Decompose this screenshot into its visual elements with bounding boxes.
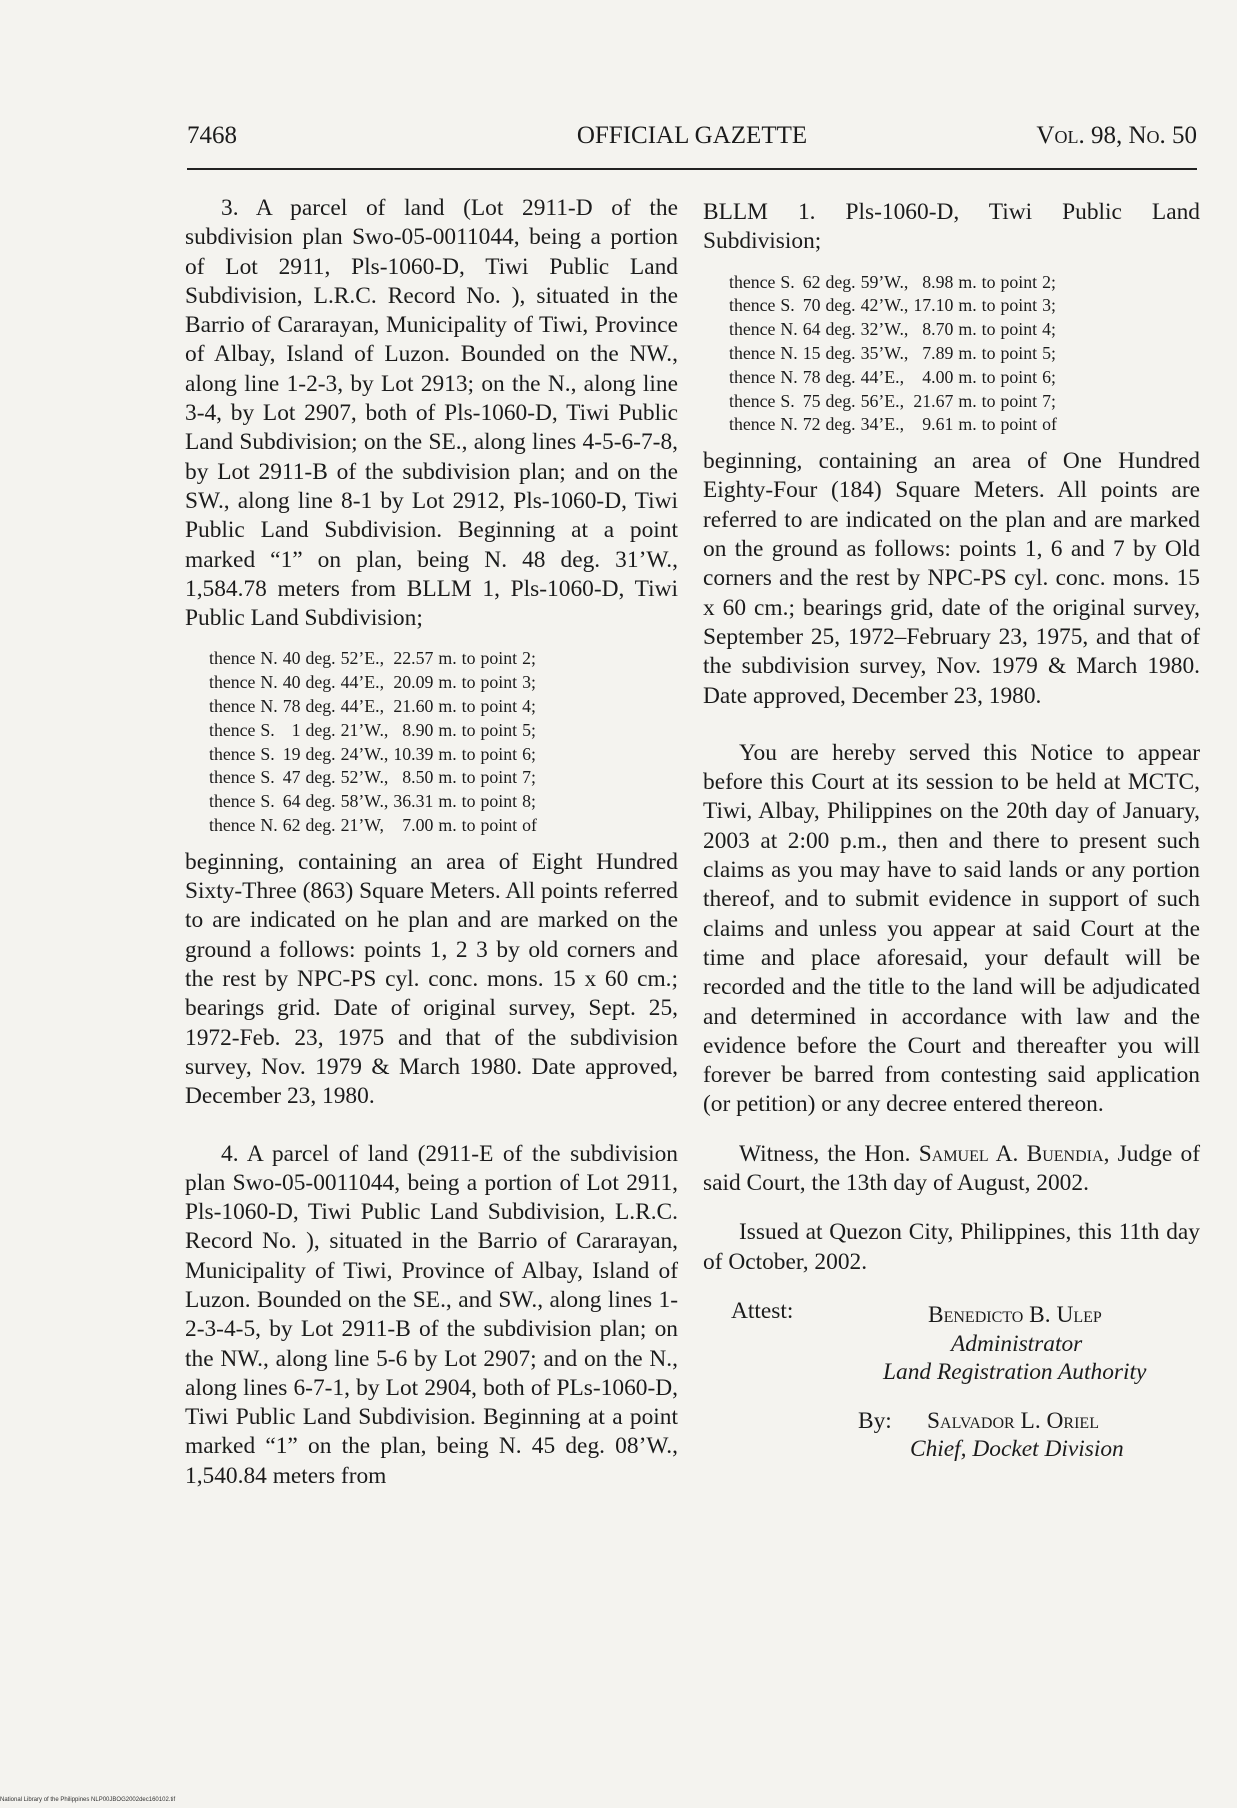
table-cell: N.: [260, 648, 278, 669]
table-cell: to: [461, 672, 476, 693]
table-cell: 1: [291, 719, 301, 740]
table-cell: 62: [282, 815, 301, 836]
table-cell: point: [1000, 366, 1038, 387]
table-row: [209, 743, 542, 767]
table-cell: 24’W.,: [340, 743, 389, 764]
table-cell: m.: [438, 743, 457, 764]
table-cell: thence: [729, 342, 776, 363]
table-cell: 2;: [522, 648, 536, 669]
volume-number: Vol. 98, No. 50: [1036, 122, 1197, 149]
table-cell: 9.61: [922, 414, 954, 435]
table-cell: 10.39: [393, 743, 434, 764]
table-cell: m.: [438, 648, 457, 669]
table-cell: 32’W.,: [860, 319, 909, 340]
table-cell: thence: [209, 791, 256, 812]
notice-paragraph: You are hereby served this Notice to appear before this Court at its session to be held at MCTC, Tiwi, Albay, Philippines on the 20th day of January, 2003 at 2:00 p.m., then and there to present such claims as you may have to said lands or any portion thereof, and to submit evidence in support of such claims and unless you appear at said Court at the time and place aforesaid, your default will be recorded and the title to the land will be adjudicated and determined in accordance with law and the evidence before the Court and thereafter you will forever be barred from contesting said application (or petition) or any decree entered thereon.: [703, 739, 1200, 1118]
table-cell: thence: [209, 672, 256, 693]
table-cell: point: [480, 672, 518, 693]
table-cell: 8.90: [402, 719, 434, 740]
page-header: [187, 122, 1197, 162]
table-cell: 15: [802, 342, 821, 363]
table-cell: 78: [282, 696, 301, 717]
table-cell: point: [480, 648, 518, 669]
table-cell: to: [981, 414, 996, 435]
table-cell: 44’E.,: [340, 672, 385, 693]
table-cell: of: [1042, 414, 1057, 435]
table-cell: to: [981, 295, 996, 316]
table-cell: m.: [438, 696, 457, 717]
table-cell: of: [522, 815, 537, 836]
signature-block: [703, 1297, 1200, 1487]
table-cell: point: [1000, 319, 1038, 340]
table-cell: deg.: [305, 743, 336, 764]
table-cell: 44’E.,: [340, 696, 385, 717]
table-cell: 2;: [1042, 271, 1056, 292]
right-column: [703, 198, 1200, 1487]
table-cell: 52’E.,: [340, 648, 385, 669]
table-cell: 59’W.,: [860, 271, 909, 292]
by-label: By:: [858, 1407, 892, 1434]
scan-footer: National Library of the Philippines NLP00JBOG2002dec160102.tif: [0, 1797, 176, 1803]
table-cell: deg.: [825, 390, 856, 411]
table-cell: 56’E.,: [860, 390, 905, 411]
table-cell: 8.98: [922, 271, 954, 292]
table-cell: 7.89: [922, 342, 954, 363]
table-cell: deg.: [305, 815, 336, 836]
table-row: [729, 366, 1062, 390]
table-cell: point: [480, 743, 518, 764]
docket-chief-title: Chief, Docket Division: [910, 1435, 1124, 1462]
table-cell: deg.: [305, 791, 336, 812]
table-cell: deg.: [825, 342, 856, 363]
table-cell: m.: [958, 271, 977, 292]
table-cell: m.: [438, 672, 457, 693]
table-cell: m.: [438, 791, 457, 812]
parcel-3-description: 3. A parcel of land (Lot 2911-D of the subdivision plan Swo-05-0011044, being a portion of Lot 2911, Pls-1060-D, Tiwi Public Land Subdivision, L.R.C. Record No. ), situated in the Barrio of Cararayan, Municipality of Tiwi, Province of Albay, Island of Luzon. Bounded on the NW., along line 1-2-3, by Lot 2913; on the N., along line 3-4, by Lot 2907, both of Pls-1060-D, Tiwi Public Land Subdivision; on the SE., along lines 4-5-6-7-8, by Lot 2911-B of the subdivision plan; and on the SW., along line 8-1 by Lot 2912, Pls-1060-D, Tiwi Public Land Subdivision. Beginning at a point marked “1” on plan, being N. 48 deg. 31’W., 1,584.78 meters from BLLM 1, Pls-1060-D, Tiwi Public Land Subdivision;: [185, 195, 678, 632]
table-cell: thence: [209, 767, 256, 788]
table-row: [209, 814, 542, 838]
table-cell: thence: [729, 366, 776, 387]
table-cell: 3;: [522, 672, 536, 693]
table-cell: N.: [260, 696, 278, 717]
parcel-4-bearings-table: [729, 271, 1062, 438]
table-cell: point: [480, 767, 518, 788]
table-cell: deg.: [305, 648, 336, 669]
table-cell: to: [461, 696, 476, 717]
table-cell: point: [1000, 414, 1038, 435]
table-cell: 5;: [1042, 342, 1056, 363]
table-cell: 6;: [1042, 366, 1056, 387]
table-cell: m.: [958, 366, 977, 387]
page-number: 7468: [187, 122, 237, 149]
witness-paragraph: Witness, the Hon. Samuel A. Buendia, Judge of said Court, the 13th day of August, 2002.: [703, 1140, 1200, 1196]
table-cell: thence: [209, 719, 256, 740]
table-cell: thence: [729, 390, 776, 411]
table-cell: 7;: [522, 767, 536, 788]
table-cell: 78: [802, 366, 821, 387]
table-cell: point: [1000, 271, 1038, 292]
table-cell: m.: [958, 319, 977, 340]
table-cell: to: [461, 815, 476, 836]
administrator-name: Benedicto B. Ulep: [928, 1301, 1102, 1328]
table-cell: S.: [780, 271, 795, 292]
table-cell: 21.67: [913, 390, 954, 411]
table-cell: 34’E.,: [860, 414, 905, 435]
table-cell: to: [981, 271, 996, 292]
table-row: [729, 413, 1062, 437]
parcel-3-bearings-table: [209, 647, 542, 837]
table-cell: point: [480, 719, 518, 740]
table-cell: S.: [260, 719, 275, 740]
table-cell: 75: [802, 390, 821, 411]
judge-name: Samuel A. Buendia: [918, 1140, 1104, 1167]
table-row: [729, 318, 1062, 342]
table-row: [209, 647, 542, 671]
table-cell: deg.: [305, 767, 336, 788]
table-cell: to: [981, 390, 996, 411]
table-cell: thence: [209, 648, 256, 669]
table-cell: 7;: [1042, 390, 1056, 411]
table-cell: N.: [780, 319, 798, 340]
table-row: [729, 271, 1062, 295]
table-row: [729, 294, 1062, 318]
table-cell: N.: [780, 366, 798, 387]
table-cell: m.: [958, 342, 977, 363]
table-cell: 21.60: [393, 696, 434, 717]
table-cell: 4;: [1042, 319, 1056, 340]
table-cell: thence: [209, 696, 256, 717]
table-cell: 22.57: [393, 648, 434, 669]
table-cell: 21’W.,: [340, 719, 389, 740]
parcel-4-reference: BLLM 1. Pls-1060-D, Tiwi Public Land Subdivision;: [703, 199, 1200, 255]
header-rule: [187, 168, 1197, 170]
table-cell: 20.09: [393, 672, 434, 693]
table-cell: to: [461, 719, 476, 740]
table-cell: to: [981, 319, 996, 340]
table-cell: point: [1000, 390, 1038, 411]
table-cell: 47: [282, 767, 301, 788]
table-cell: 70: [802, 295, 821, 316]
table-cell: 36.31: [393, 791, 434, 812]
table-cell: N.: [780, 414, 798, 435]
table-cell: m.: [438, 767, 457, 788]
table-cell: to: [981, 366, 996, 387]
table-cell: thence: [209, 743, 256, 764]
table-cell: 8.50: [402, 767, 434, 788]
table-cell: m.: [958, 295, 977, 316]
table-row: [729, 390, 1062, 414]
table-cell: deg.: [305, 672, 336, 693]
table-cell: 64: [802, 319, 821, 340]
table-cell: deg.: [825, 414, 856, 435]
table-cell: m.: [958, 390, 977, 411]
table-cell: deg.: [305, 719, 336, 740]
table-cell: thence: [729, 295, 776, 316]
administrator-title: Administrator: [951, 1330, 1083, 1357]
table-row: [209, 719, 542, 743]
table-cell: S.: [260, 791, 275, 812]
table-cell: 7.00: [402, 815, 434, 836]
table-cell: 3;: [1042, 295, 1056, 316]
table-cell: 62: [802, 271, 821, 292]
table-cell: to: [461, 791, 476, 812]
table-cell: m.: [438, 815, 457, 836]
table-row: [209, 695, 542, 719]
table-cell: 52’W.,: [340, 767, 389, 788]
table-cell: 6;: [522, 743, 536, 764]
authority-name: Land Registration Authority: [883, 1358, 1147, 1385]
table-cell: N.: [260, 672, 278, 693]
table-row: [209, 766, 542, 790]
table-cell: N.: [780, 342, 798, 363]
table-cell: 8.70: [922, 319, 954, 340]
table-cell: 8;: [522, 791, 536, 812]
table-cell: 4;: [522, 696, 536, 717]
table-row: [729, 342, 1062, 366]
table-cell: thence: [729, 414, 776, 435]
table-cell: to: [461, 743, 476, 764]
parcel-4-area-text: beginning, containing an area of One Hundred Eighty-Four (184) Square Meters. All points are referred to are indicated on the plan and are marked on the ground as follows: points 1, 6 and 7 by Old corners and the rest by NPC-PS cyl. conc. mons. 15 x 60 cm.; bearings grid, date of the original survey, September 25, 1972–February 23, 1975, and that of the subdivision survey, Nov. 1979 & March 1980. Date approved, December 23, 1980.: [703, 448, 1200, 709]
table-cell: 72: [802, 414, 821, 435]
table-row: [209, 671, 542, 695]
table-cell: deg.: [825, 271, 856, 292]
table-cell: m.: [958, 414, 977, 435]
table-cell: 21’W,: [340, 815, 384, 836]
table-cell: 42’W.,: [860, 295, 909, 316]
table-cell: to: [461, 648, 476, 669]
table-cell: thence: [729, 271, 776, 292]
table-cell: deg.: [305, 696, 336, 717]
table-cell: 40: [282, 672, 301, 693]
table-cell: to: [461, 767, 476, 788]
table-cell: S.: [260, 767, 275, 788]
table-cell: point: [1000, 295, 1038, 316]
table-row: [209, 790, 542, 814]
table-cell: 5;: [522, 719, 536, 740]
table-cell: 64: [282, 791, 301, 812]
table-cell: deg.: [825, 366, 856, 387]
table-cell: thence: [729, 319, 776, 340]
table-cell: point: [480, 696, 518, 717]
issued-paragraph: Issued at Quezon City, Philippines, this 11th day of October, 2002.: [703, 1219, 1200, 1275]
publication-title: OFFICIAL GAZETTE: [576, 122, 808, 149]
table-cell: 4.00: [922, 366, 954, 387]
table-cell: to: [981, 342, 996, 363]
table-cell: thence: [209, 815, 256, 836]
left-column: [185, 194, 678, 1491]
parcel-4-description: 4. A parcel of land (2911-E of the subdivision plan Swo-05-0011044, being a portion of Lot 2911, Pls-1060-D, Tiwi Public Land Subdivision, L.R.C. Record No. ), situated in the Barrio of Cararayan, Municipality of Tiwi, Province of Albay, Island of Luzon. Bounded on the SE., and SW., along lines 1-2-3-4-5, by Lot 2911-B of the subdivision plan; on the NW., along line 5-6 by Lot 2907; and on the N., along lines 6-7-1, by Lot 2904, both of PLs-1060-D, Tiwi Public Land Subdivision. Beginning at a point marked “1” on the plan, being N. 45 deg. 08’W., 1,540.84 meters from: [185, 1140, 678, 1489]
table-cell: N.: [260, 815, 278, 836]
table-cell: S.: [780, 295, 795, 316]
table-cell: deg.: [825, 295, 856, 316]
parcel-3-area-text: beginning, containing an area of Eight Hundred Sixty-Three (863) Square Meters. All points referred to are indicated on he plan and are marked on the ground a follows: points 1, 2 3 by old corners and the rest by NPC-PS cyl. conc. mons. 15 x 60 cm.; bearings grid. Date of original survey, Sept. 25, 1972-Feb. 23, 1975 and that of the subdivision survey, Nov. 1979 & March 1980. Date approved, December 23, 1980.: [185, 848, 679, 1110]
table-cell: m.: [438, 719, 457, 740]
table-cell: 58’W.,: [340, 791, 389, 812]
table-cell: 17.10: [913, 295, 954, 316]
table-cell: point: [480, 815, 518, 836]
table-cell: S.: [260, 743, 275, 764]
table-cell: 40: [282, 648, 301, 669]
table-cell: deg.: [825, 319, 856, 340]
table-cell: S.: [780, 390, 795, 411]
table-cell: 35’W.,: [860, 342, 909, 363]
table-cell: point: [1000, 342, 1038, 363]
table-cell: 19: [282, 743, 301, 764]
docket-chief-name: Salvador L. Oriel: [927, 1407, 1099, 1434]
table-cell: point: [480, 791, 518, 812]
table-cell: 44’E.,: [860, 366, 905, 387]
attest-label: Attest:: [731, 1297, 794, 1324]
